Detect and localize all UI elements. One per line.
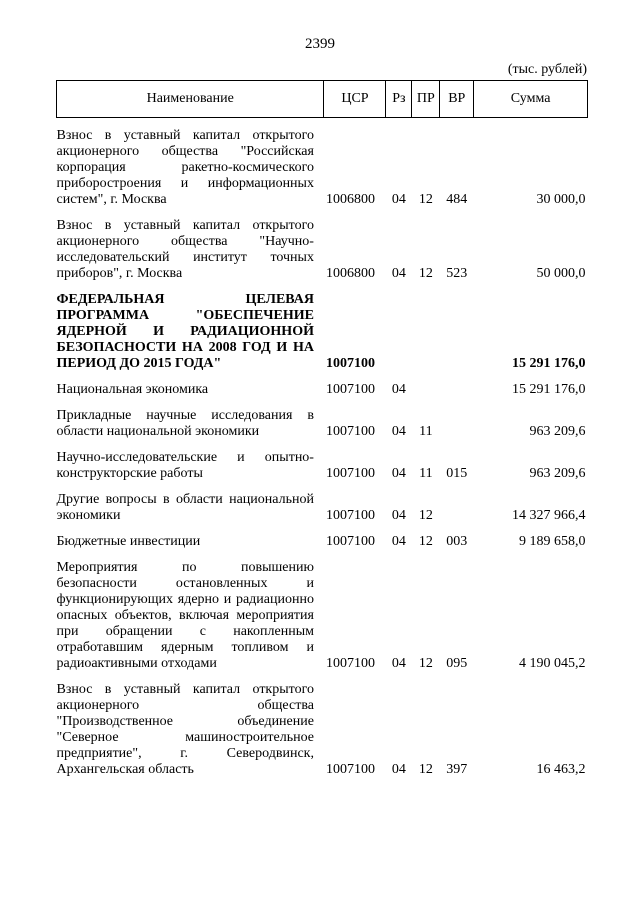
cell-pr: 11	[419, 424, 433, 439]
cell-vr: 523	[446, 266, 468, 281]
cell-pr: 12	[418, 656, 433, 671]
cell-vr	[440, 372, 474, 398]
page-number: 2399	[305, 36, 335, 52]
cell-pr: 11	[419, 466, 433, 481]
cell-csr: 1007100	[325, 508, 375, 523]
table-row	[57, 372, 588, 398]
header-pr: ПР	[412, 81, 440, 118]
budget-table	[56, 80, 588, 778]
table-row	[57, 524, 588, 550]
cell-sum: 963 209,6	[529, 466, 586, 481]
cell-vr: 484	[446, 192, 468, 207]
table-row	[57, 550, 588, 672]
table-row	[57, 282, 588, 372]
cell-name: Научно-исследовательские и опытно-конструкторские работы	[56, 450, 314, 481]
cell-name: Мероприятия по повышению безопасности остановленных и функционирующих ядерно и радиационно опасных объектов, включая мероприятия при обращении с накопленным отработавшим ядерным топливом и радиоактивными отходами	[56, 560, 314, 671]
header-csr: ЦСР	[324, 81, 386, 118]
cell-sum: 50 000,0	[536, 266, 586, 281]
cell-vr	[440, 398, 474, 440]
cell-rz: 04	[391, 266, 406, 281]
header-name: Наименование	[57, 81, 324, 118]
table-row	[57, 118, 588, 209]
table-row	[57, 672, 588, 778]
cell-csr: 1007100	[325, 382, 375, 397]
cell-rz: 04	[391, 534, 406, 549]
cell-name: Прикладные научные исследования в области национальной экономики	[56, 408, 314, 439]
cell-csr: 1007100	[325, 466, 375, 481]
cell-sum: 14 327 966,4	[512, 508, 586, 523]
cell-pr: 12	[418, 534, 433, 549]
cell-csr: 1006800	[325, 192, 375, 207]
cell-name: Взнос в уставный капитал открытого акционерного общества "Производственное объединение "Северное машиностроительное предприятие", г. Северодвинск, Архангельская область	[56, 682, 314, 777]
table-row	[57, 482, 588, 524]
cell-sum: 15 291 176,0	[512, 382, 586, 397]
cell-sum: 963 209,6	[529, 424, 586, 439]
cell-sum: 4 190 045,2	[519, 656, 586, 671]
cell-rz: 04	[391, 382, 406, 397]
table-row	[57, 208, 588, 282]
cell-name: Национальная экономика	[56, 382, 209, 397]
cell-rz: 04	[391, 424, 406, 439]
cell-sum: 9 189 658,0	[519, 534, 586, 549]
cell-csr: 1007100	[325, 762, 375, 777]
cell-csr: 1007100	[325, 356, 375, 371]
cell-name: Бюджетные инвестиции	[56, 534, 201, 549]
cell-sum: 15 291 176,0	[512, 356, 586, 371]
cell-rz	[386, 282, 412, 372]
cell-name: Взнос в уставный капитал открытого акционерного общества "Научно-исследовательский институт точных приборов", г. Москва	[56, 218, 314, 281]
cell-rz: 04	[391, 656, 406, 671]
cell-name: Другие вопросы в области национальной экономики	[56, 492, 314, 523]
units-label: (тыс. рублей)	[507, 62, 587, 77]
cell-sum: 30 000,0	[536, 192, 586, 207]
cell-pr	[412, 282, 440, 372]
cell-rz: 04	[391, 192, 406, 207]
header-vr: ВР	[440, 81, 474, 118]
header-rz: Рз	[386, 81, 412, 118]
cell-pr: 12	[418, 762, 433, 777]
cell-vr: 003	[446, 534, 468, 549]
cell-csr: 1007100	[325, 534, 375, 549]
table-row	[57, 398, 588, 440]
cell-csr: 1007100	[325, 656, 375, 671]
cell-vr: 095	[446, 656, 468, 671]
header-sum: Сумма	[474, 81, 588, 118]
table-row	[57, 440, 588, 482]
cell-pr	[412, 372, 440, 398]
table-body	[57, 118, 588, 779]
table-header	[57, 81, 588, 118]
cell-rz: 04	[391, 762, 406, 777]
cell-rz: 04	[391, 508, 406, 523]
cell-pr: 12	[418, 192, 433, 207]
cell-vr: 015	[446, 466, 468, 481]
cell-rz: 04	[391, 466, 406, 481]
cell-sum: 16 463,2	[536, 762, 586, 777]
cell-vr	[440, 482, 474, 524]
cell-name: Взнос в уставный капитал открытого акционерного общества "Российская корпорация ракетно-космического приборостроения и информационных систем", г. Москва	[56, 128, 314, 207]
cell-csr: 1007100	[325, 424, 375, 439]
cell-vr	[440, 282, 474, 372]
cell-vr: 397	[446, 762, 468, 777]
cell-pr: 12	[418, 266, 433, 281]
cell-csr: 1006800	[325, 266, 375, 281]
cell-name: ФЕДЕРАЛЬНАЯ ЦЕЛЕВАЯ ПРОГРАММА "ОБЕСПЕЧЕНИЕ ЯДЕРНОЙ И РАДИАЦИОННОЙ БЕЗОПАСНОСТИ НА 2008 ГОД И НА ПЕРИОД ДО 2015 ГОДА"	[56, 292, 314, 371]
cell-pr: 12	[418, 508, 433, 523]
